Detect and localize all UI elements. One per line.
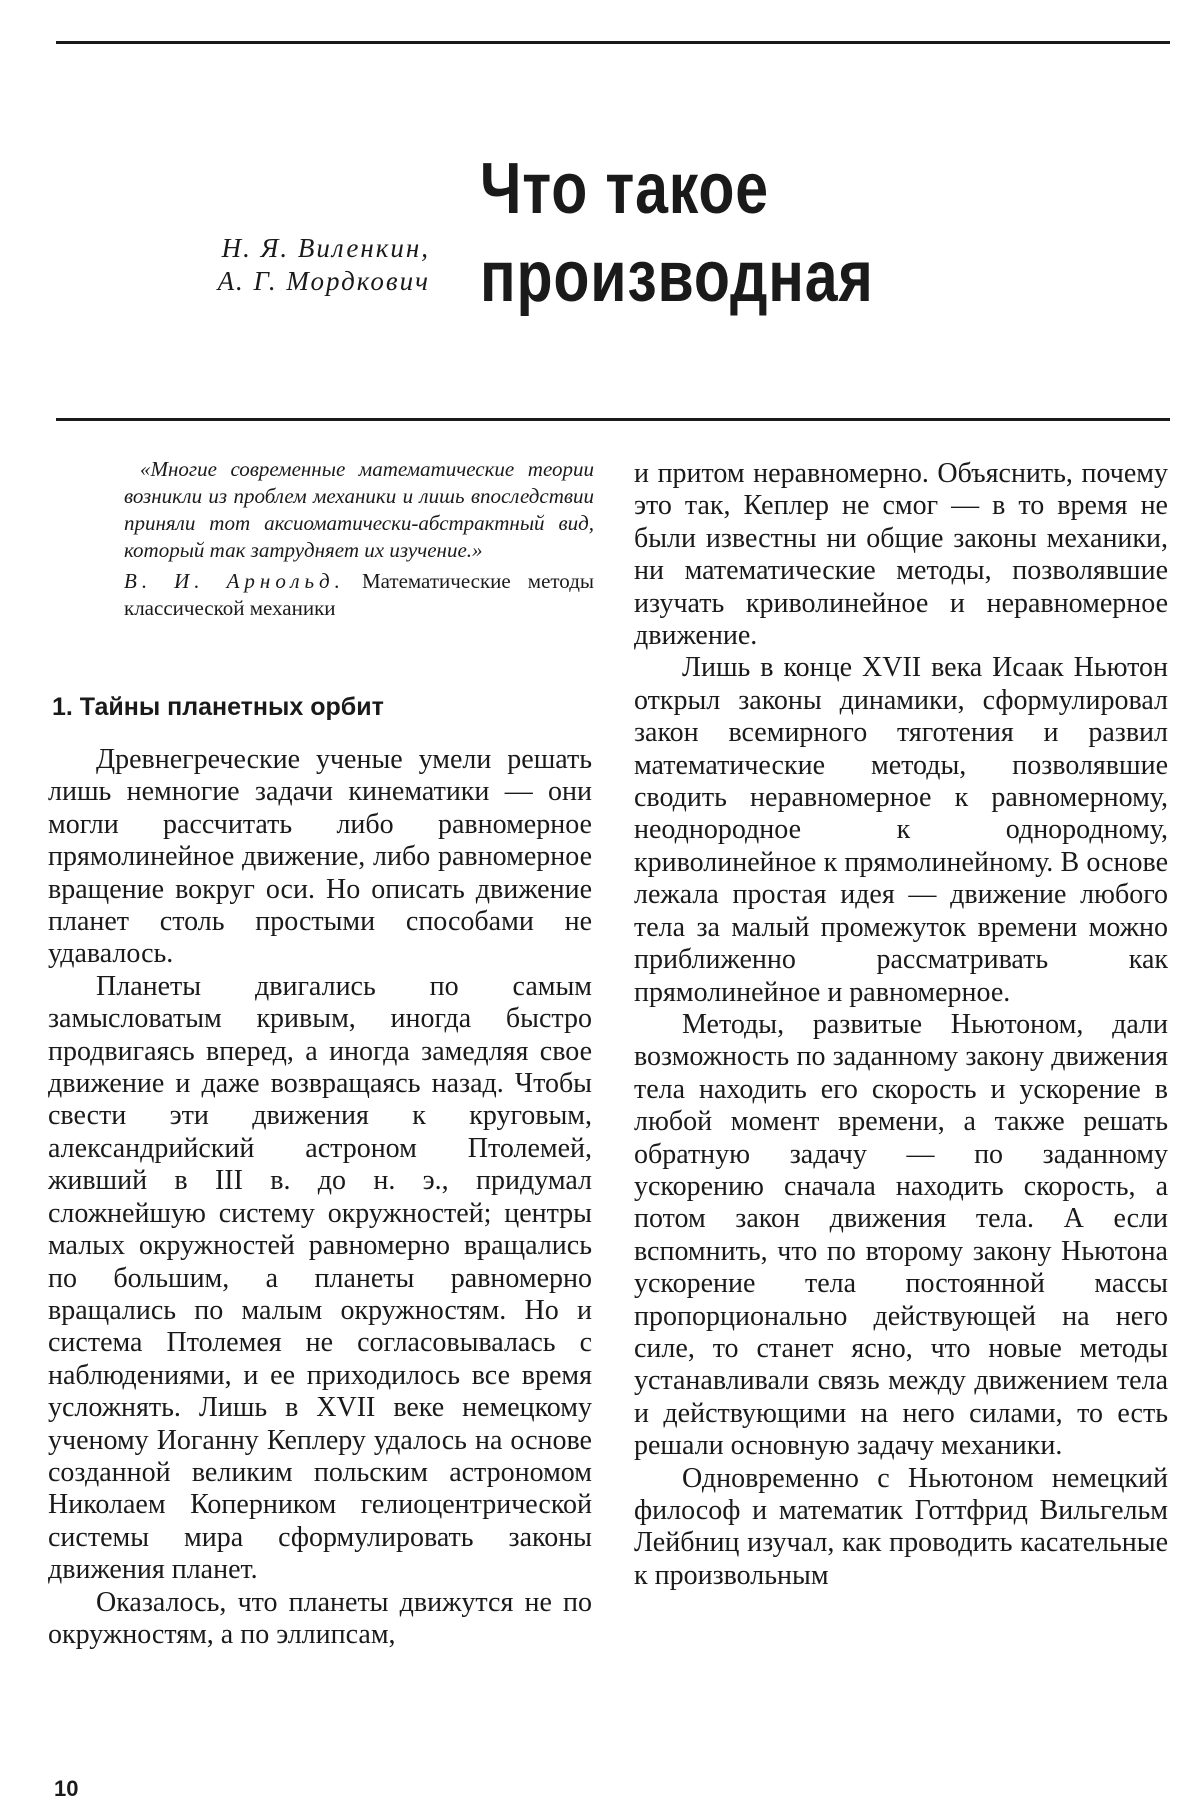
- left-column: [48, 744, 592, 1651]
- epigraph-author: В. И. Арнольд.: [124, 569, 345, 593]
- epigraph-quote: «Многие современные математические теории возникли из проблем механики и лишь впоследствии приняли тот аксиоматически-абстрактный вид, который так затрудняет их изучение.»: [124, 457, 594, 562]
- right-paragraph-2: Лишь в конце XVII века Исаак Ньютон открыл законы динамики, сформулировал закон всемирного тяготения и развил математические методы, позволявшие сводить неравномерное к равномерному, неоднородное к однородному, криволинейное к прямолинейному. В основе лежала простая идея — движение любого тела за малый промежуток времени можно приближенно рассматривать как прямолинейное и равномерное.: [634, 652, 1168, 1008]
- right-paragraph-4: Одновременно с Ньютоном немецкий философ и математик Готтфрид Вильгельм Лейбниц изучал, как проводить касательные к произвольным: [634, 1462, 1168, 1591]
- article-authors: [218, 232, 430, 298]
- left-paragraph-2: Планеты двигались по самым замысловатым кривым, иногда быстро продвигаясь вперед, а иногда замедляя свое движение и даже возвращаясь назад. Чтобы свести эти движения к круговым, александрийский астроном Птолемей, живший в III в. до н. э., придумал сложнейшую систему окружностей; центры малых окружностей равномерно вращались по большим, а планеты равномерно вращались по малым окружностям. Но и система Птолемея не согласовывалась с наблюдениями, и ее приходилось все время усложнять. Лишь в XVII веке немецкому ученому Иоганну Кеплеру удалось на основе созданной великим польским астрономом Николаем Коперником гелиоцентрической системы мира сформулировать законы движения планет.: [48, 970, 592, 1586]
- left-paragraph-1: Древнегреческие ученые умели решать лишь немногие задачи кинематики — они могли рассчитать либо равномерное прямолинейное движение, либо равномерное вращение вокруг оси. Но описать движение планет столь простыми способами не удавалось.: [48, 744, 592, 970]
- epigraph-source: [124, 568, 594, 622]
- epigraph-work: Математические методы классической механики: [124, 569, 594, 620]
- article-title: [480, 145, 874, 321]
- author-1: Н. Я. Виленкин,: [221, 233, 430, 263]
- author-2: А. Г. Мордкович: [217, 266, 430, 296]
- right-paragraph-3: Методы, развитые Ньютоном, дали возможность по заданному закону движения тела находить его скорость и ускорение в любой момент времени, а также решать обратную задачу — по заданному ускорению сначала находить скорость, а потом закон движения тела. А если вспомнить, что по второму закону Ньютона ускорение тела постоянной массы пропорционально действующей на него силе, то станет ясно, что новые методы устанавливали связь между движением тела и действующими на него силами, то есть решали основную задачу механики.: [634, 1008, 1168, 1462]
- title-line-2: производная: [480, 237, 874, 317]
- right-paragraph-1: и притом неравномерно. Объяснить, почему это так, Кеплер не смог — в то время не были известны ни общие законы механики, ни математические методы, позволявшие изучать криволинейное и неравномерное движение.: [634, 458, 1168, 652]
- title-line-1: Что такое: [480, 149, 769, 229]
- right-column: [634, 458, 1168, 1592]
- left-paragraph-3: Оказалось, что планеты движутся не по окружностям, а по эллипсам,: [48, 1586, 592, 1650]
- page-number: 10: [54, 1776, 79, 1801]
- epigraph: [124, 456, 594, 622]
- header-bottom-rule: [56, 418, 1170, 421]
- top-rule: [56, 41, 1170, 44]
- section-heading: 1. Тайны планетных орбит: [52, 693, 384, 721]
